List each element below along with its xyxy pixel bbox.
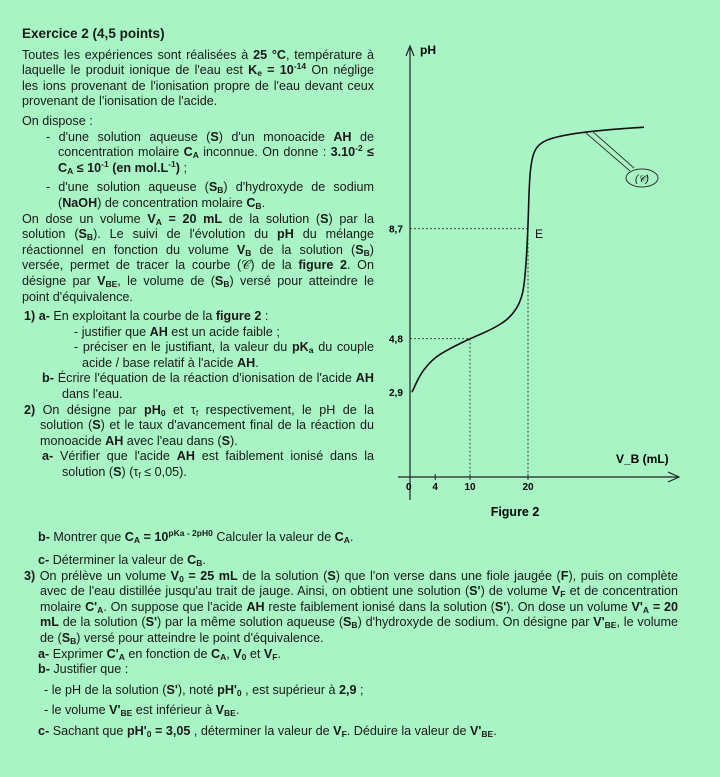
curve-label: (𝒞) [635, 174, 649, 185]
question-2b: b- Montrer que $C_A = 10^{pKa - 2pH0}$ Calculer la valeur de $C_A$. [38, 528, 354, 545]
bottom-section [22, 553, 678, 740]
figure-caption: Figure 2 [490, 505, 540, 519]
intro-paragraph: Toutes les expériences sont réalisées à 25 °C, température à laquelle le produit ionique de l'eau est $K_e = 10^{-14}$ On néglige les ions provenant de l'ionisation propre de l'eau devant ceux provenant de l'ionisation de l'acide. [22, 47, 375, 109]
question-3b: b- Justifier que : [38, 662, 129, 677]
y-tick-label: 2,9 [389, 388, 403, 400]
question-1b: b- Écrire l'équation de la réaction d'ionisation de l'acide AH dans l'eau. [42, 371, 374, 402]
question-2-intro: 2) On désigne par $pH_0$ et $\tau_f$ respectivement, le pH de la solution (S) et le taux d'avancement final de la réaction du monoacide AH avec l'eau dans (S). [24, 402, 374, 448]
equivalence-label: E [535, 227, 544, 241]
figure-2-chart [380, 38, 700, 528]
question-1a: 1) a- En exploitant la courbe de la figure 2 : [24, 309, 269, 324]
chart-marks [410, 127, 658, 477]
x-tick-label: 20 [522, 482, 534, 493]
question-1a-item: - préciser en le justifiant, la valeur du $pK_a$ du couple acide / base relatif à l'acide AH. [74, 340, 374, 370]
left-column [22, 26, 374, 481]
x-tick-label: 10 [464, 482, 476, 493]
axes [389, 46, 679, 500]
origin-label: 0 [406, 482, 412, 493]
x-axis-label: V_B (mL) [616, 452, 669, 466]
question-3b-item: - le pH de la solution (S'), noté $pH'_0$ , est supérieur à 2,9 ; [44, 682, 364, 698]
curve-label-pointer [586, 131, 634, 171]
exercise-title: Exercice 2 (4,5 points) [22, 26, 165, 41]
dosage-paragraph: On dose un volume $V_A = 20$ mL de la solution (S) par la solution $(S_B)$. Le suivi de l'évolution du pH du mélange réactionnel en fonction du volume $V_B$ de la solution $(S_B)$ versée, permet de tracer la courbe (𝒞) de la figure 2. On désigne par $V_{BE}$, le volume de $(S_B)$ versé pour atteindre le point d'équivalence. [22, 211, 374, 304]
question-3a: a- Exprimer $C'_A$ en fonction de $C_A$, $V_0$ et $V_F$. [38, 646, 281, 662]
y-tick-label: 8,7 [389, 224, 403, 236]
guide-line [410, 229, 528, 477]
dispose-item: - d'une solution aqueuse $(S_B)$ d'hydroxyde de sodium (NaOH) de concentration molaire $C_B$. [46, 180, 374, 211]
question-3c: c- Sachant que $pH'_0 = 3,05$ , déterminer la valeur de $V_F$. Déduire la valeur de $V'_{BE}$. [38, 723, 497, 739]
x-tick-label: 4 [432, 482, 438, 493]
y-axis-label: pH [420, 43, 436, 57]
question-3b-item: - le volume $V'_{BE}$ est inférieur à $V_{BE}$. [44, 703, 240, 719]
question-3-intro: 3) On prélève un volume $V_0 = 25$ mL de la solution (S) que l'on verse dans une fiole jaugée (F), puis on complète avec de l'eau distillée jusqu'au trait de jauge. Ainsi, on obtient une solution (S') de volume $V_F$ et de concentration molaire $C'_A$. On suppose que l'acide AH reste faiblement ionisé dans la solution (S'). On dose un volume $V'_A = 20$ mL de la solution (S') par la même solution aqueuse $(S_B)$ d'hydroxyde de sodium. On désigne par $V'_{BE}$, le volume de $(S_B)$ versé pour atteindre le point d'équivalence. [24, 568, 679, 646]
y-tick-label: 4,8 [389, 334, 403, 346]
question-2a: a- Vérifier que l'acide AH est faiblement ionisé dans la solution (S) $(\tau_f \le 0,05)$. [42, 449, 374, 481]
question-2c: c- Déterminer la valeur de $C_B$. [38, 553, 206, 568]
dispose-label: On dispose : [22, 113, 93, 128]
guide-line [410, 339, 470, 477]
question-1a-item: - justifier que AH est un acide faible ; [74, 324, 280, 339]
dispose-item: - d'une solution aqueuse (S) d'un monoacide AH de concentration molaire $C_A$ inconnue. On donne : $3.10^{-2} \le C_A \le 10^{-1}$ (en $mol.L^{-1}$) ; [46, 129, 374, 176]
